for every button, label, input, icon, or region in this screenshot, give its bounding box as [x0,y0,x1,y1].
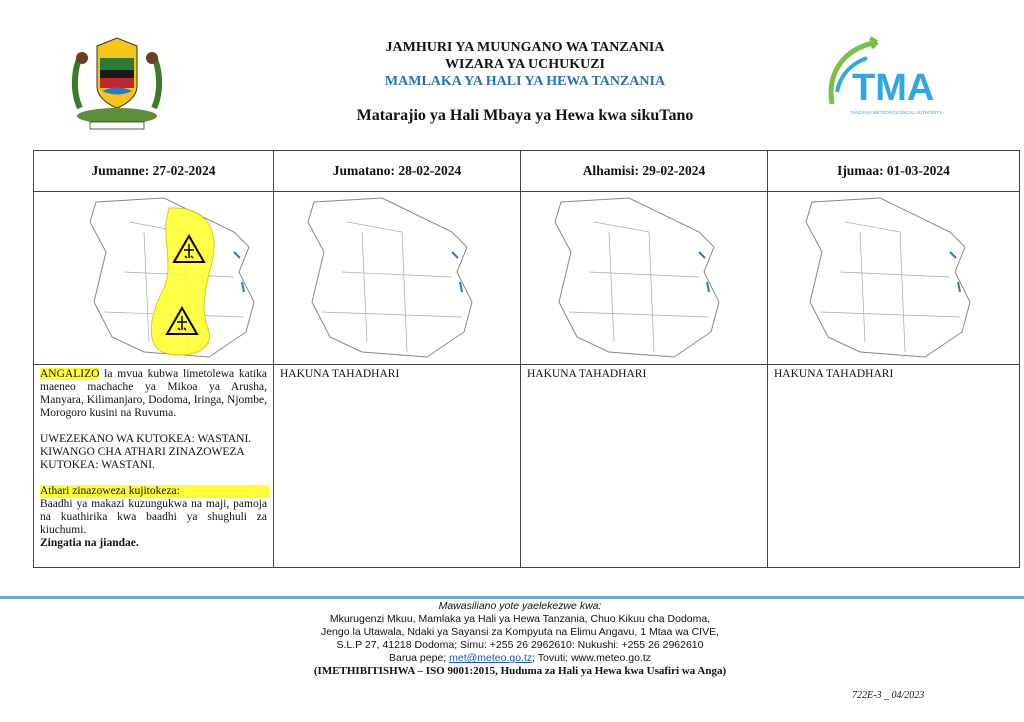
map-cell-1 [34,192,274,365]
tma-logo [822,34,952,120]
advisory-keyword: ANGALIZO [40,368,100,380]
footer-line-3: S.L.P 27, 41218 Dodoma; Simu: +255 26 2962610: Nukushi: +255 26 2962610 [336,639,704,651]
status-text: HAKUNA TAHADHARI [774,368,894,380]
footer-line-1: Mkurugenzi Mkuu, Mamlaka ya Hali ya Hewa Tanzania, Chuo Kikuu cha Dodoma, [329,613,711,625]
day-header-1: Jumanne: 27-02-2024 [34,151,274,192]
advisory-cell-2 [274,365,521,568]
footer-contact [240,652,800,665]
email-label: Barua pepe; [388,652,450,664]
coat-of-arms-logo [62,36,172,132]
document-code: 722E-3 _ 04/2023 [852,690,925,701]
day-header-4: Ijumaa: 01-03-2024 [768,151,1020,192]
advisory-cell-3 [521,365,768,568]
page-title: Matarajio ya Hali Mbaya ya Hewa kwa sikuTano [356,107,694,124]
email-link[interactable]: met@meteo.go.tz [449,652,533,664]
ministry-title: WIZARA YA UCHUKUZI [445,57,605,72]
closing-text: Zingatia na jiandae. [40,537,139,549]
advisory-paragraph [40,368,267,420]
day-header-2: Jumatano: 28-02-2024 [274,151,521,192]
tanzania-map-day-1 [34,192,274,364]
footer-divider [0,596,1024,599]
country-title: JAMHURI YA MUUNGANO WA TANZANIA [385,40,665,55]
map-cell-3 [521,192,768,365]
status-text: HAKUNA TAHADHARI [280,368,400,380]
agency-title: MAMLAKA YA HALI YA HEWA TANZANIA [384,74,666,89]
day-header-3: Alhamisi: 29-02-2024 [521,151,768,192]
tma-tagline: TANZANIA METEOROLOGICAL AUTHORITY [850,110,943,115]
advisory-cell-1 [34,365,274,568]
impact-level-text: KIWANGO CHA ATHARI ZINAZOWEZA KUTOKEA: WASTANI. [40,446,245,471]
footer-intro: Mawasiliano yote yaelekezwe kwa: [438,600,602,612]
footer-line-2: Jengo la Utawala, Ndaki ya Sayansi za Kompyuta na Elimu Angavu, 1 Mtaa wa CIVE, [320,626,720,638]
tanzania-map-day-3 [521,192,768,364]
likelihood-text: UWEZEKANO WA KUTOKEA: WASTANI. [40,433,252,445]
advisory-text: la mvua kubwa limetolewa katika maeneo machache ya Mikoa ya Arusha, Manyara, Kilimanjaro, Dodoma, Iringa, Njombe, Morogoro kusini na Ruvuma. [40,368,267,419]
tanzania-map-day-4 [768,192,1020,364]
forecast-table [33,150,1020,568]
certification-text: (IMETHIBITISHWA – ISO 9001:2015, Huduma za Hali ya Hewa kwa Usafiri wa Anga) [313,665,727,677]
map-cell-2 [274,192,521,365]
impacts-text: Baadhi ya makazi kuzungukwa na maji, pamoja na kuathirika kwa baadhi ya shughuli za kiuchumi. [40,498,267,536]
advisory-cell-4 [768,365,1020,568]
impacts-heading: Athari zinazoweza kujitokeza: [40,485,270,498]
tanzania-map-day-2 [274,192,521,364]
website-text: ; Tovuti: www.meteo.go.tz [532,652,652,664]
map-cell-4 [768,192,1020,365]
status-text: HAKUNA TAHADHARI [527,368,647,380]
tma-wordmark: TMA [852,67,935,109]
